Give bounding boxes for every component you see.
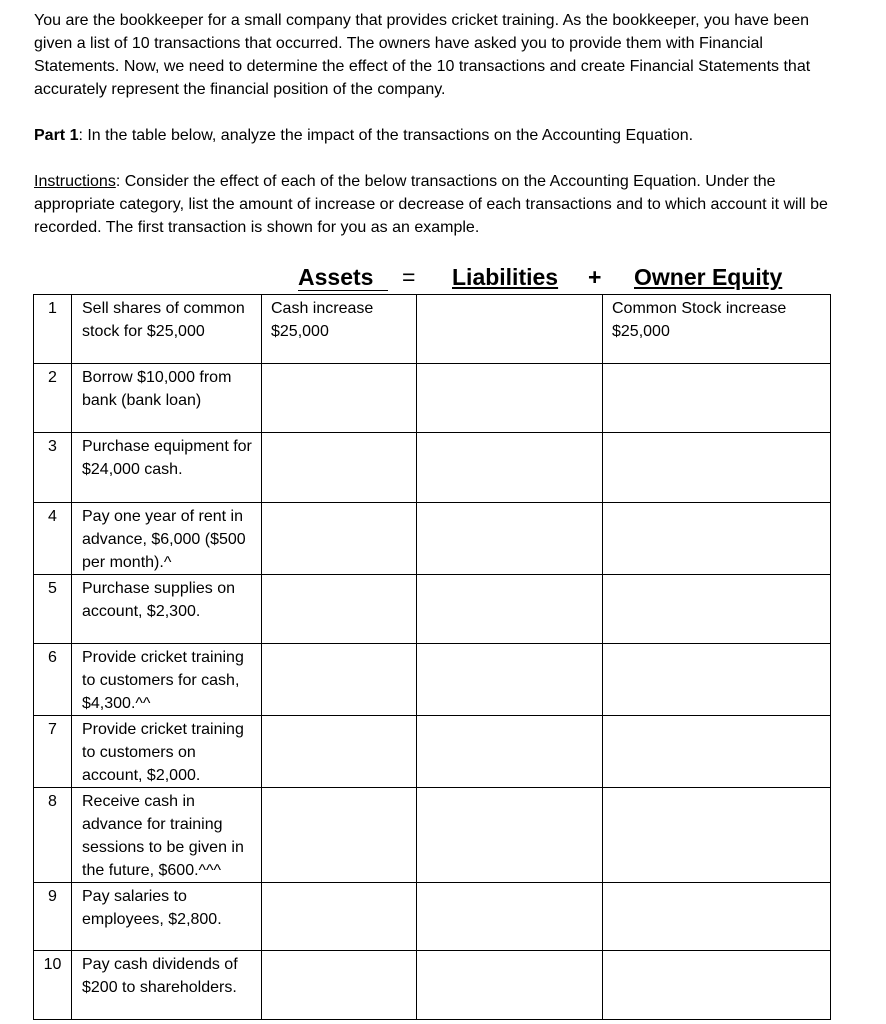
liabilities-cell[interactable] bbox=[417, 575, 603, 644]
transaction-number: 7 bbox=[34, 716, 72, 788]
transaction-table bbox=[33, 294, 831, 1020]
equity-cell[interactable] bbox=[603, 433, 831, 503]
equity-cell[interactable] bbox=[603, 503, 831, 575]
instructions-label: Instructions bbox=[34, 173, 116, 190]
liabilities-cell[interactable] bbox=[417, 644, 603, 716]
transaction-description: Pay salaries to employees, $2,800. bbox=[72, 883, 262, 951]
assets-account: Cash increase bbox=[271, 300, 374, 317]
equity-cell[interactable] bbox=[603, 951, 831, 1020]
assets-cell[interactable] bbox=[262, 788, 417, 883]
transaction-row bbox=[34, 716, 831, 788]
assets-amount: $25,000 bbox=[271, 323, 329, 340]
transaction-description: Provide cricket training to customers on account, $2,000. bbox=[72, 716, 262, 788]
assets-cell[interactable] bbox=[262, 503, 417, 575]
liabilities-cell[interactable] bbox=[417, 951, 603, 1020]
equity-cell[interactable] bbox=[603, 575, 831, 644]
liabilities-cell[interactable] bbox=[417, 503, 603, 575]
transaction-number: 2 bbox=[34, 364, 72, 433]
transaction-description: Purchase supplies on account, $2,300. bbox=[72, 575, 262, 644]
transaction-row bbox=[34, 364, 831, 433]
equity-cell[interactable] bbox=[603, 295, 831, 364]
transaction-number: 10 bbox=[34, 951, 72, 1020]
equity-amount: $25,000 bbox=[612, 323, 670, 340]
transaction-row bbox=[34, 433, 831, 503]
transaction-number: 5 bbox=[34, 575, 72, 644]
transaction-number: 3 bbox=[34, 433, 72, 503]
liabilities-cell[interactable] bbox=[417, 295, 603, 364]
equity-account: Common Stock increase bbox=[612, 300, 787, 317]
equals-sign: = bbox=[402, 264, 416, 290]
assets-header: Assets bbox=[298, 264, 374, 290]
transaction-row bbox=[34, 883, 831, 951]
assets-cell[interactable] bbox=[262, 575, 417, 644]
intro-paragraph: You are the bookkeeper for a small company that provides cricket training. As the bookkeeper, you have been given a list of 10 transactions that occurred. The owners have asked you to provide them with Financial Statements. Now, we need to determine the effect of the 10 transactions and create Financial Statements that accurately represent the financial position of the company. bbox=[34, 12, 811, 98]
liabilities-cell[interactable] bbox=[417, 716, 603, 788]
transaction-row bbox=[34, 575, 831, 644]
instructions-text: : Consider the effect of each of the below transactions on the Accounting Equation. Under the appropriate category, list the amount of increase or decrease of each transactions and to which account it will be recorded. The first transaction is shown for you as an example. bbox=[34, 173, 828, 236]
assets-cell[interactable] bbox=[262, 364, 417, 433]
plus-sign: + bbox=[588, 264, 602, 290]
transaction-number: 8 bbox=[34, 788, 72, 883]
part1-text: : In the table below, analyze the impact of the transactions on the Accounting Equation. bbox=[78, 127, 694, 144]
assets-cell[interactable] bbox=[262, 644, 417, 716]
transaction-row bbox=[34, 644, 831, 716]
assets-cell[interactable] bbox=[262, 433, 417, 503]
assets-cell[interactable] bbox=[262, 883, 417, 951]
assets-underline bbox=[298, 290, 388, 291]
transaction-number: 1 bbox=[34, 295, 72, 364]
part1-heading bbox=[34, 124, 844, 147]
liabilities-cell[interactable] bbox=[417, 883, 603, 951]
owner-equity-header: Owner Equity bbox=[634, 264, 783, 290]
transaction-description: Purchase equipment for $24,000 cash. bbox=[72, 433, 262, 503]
transaction-description: Receive cash in advance for training sessions to be given in the future, $600.^^^ bbox=[72, 788, 262, 883]
transaction-number: 4 bbox=[34, 503, 72, 575]
instructions-paragraph bbox=[34, 170, 844, 239]
liabilities-cell[interactable] bbox=[417, 364, 603, 433]
transaction-number: 9 bbox=[34, 883, 72, 951]
equity-cell[interactable] bbox=[603, 364, 831, 433]
equity-cell[interactable] bbox=[603, 883, 831, 951]
liabilities-cell[interactable] bbox=[417, 788, 603, 883]
transaction-description: Pay cash dividends of $200 to shareholders. bbox=[72, 951, 262, 1020]
assets-cell[interactable] bbox=[262, 951, 417, 1020]
equity-cell[interactable] bbox=[603, 788, 831, 883]
assets-cell[interactable] bbox=[262, 295, 417, 364]
liabilities-cell[interactable] bbox=[417, 433, 603, 503]
equity-cell[interactable] bbox=[603, 644, 831, 716]
transaction-row bbox=[34, 788, 831, 883]
part1-label: Part 1 bbox=[34, 127, 79, 144]
transaction-description: Provide cricket training to customers for cash, $4,300.^^ bbox=[72, 644, 262, 716]
equity-cell[interactable] bbox=[603, 716, 831, 788]
transaction-number: 6 bbox=[34, 644, 72, 716]
transaction-description: Sell shares of common stock for $25,000 bbox=[72, 295, 262, 364]
transaction-row bbox=[34, 951, 831, 1020]
assets-cell[interactable] bbox=[262, 716, 417, 788]
transaction-row bbox=[34, 503, 831, 575]
transaction-row bbox=[34, 295, 831, 364]
liabilities-header: Liabilities bbox=[452, 264, 559, 290]
transaction-description: Pay one year of rent in advance, $6,000 ($500 per month).^ bbox=[72, 503, 262, 575]
transaction-description: Borrow $10,000 from bank (bank loan) bbox=[72, 364, 262, 433]
